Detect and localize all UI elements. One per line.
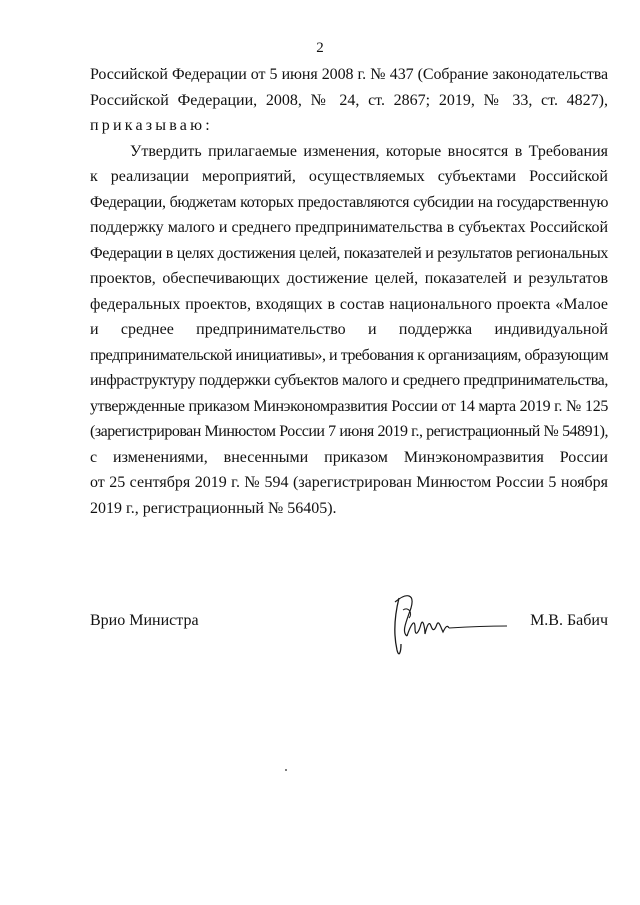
position-title: Врио Министра — [90, 612, 199, 629]
body-line: и среднее предпринимательство и поддержка индивидуальной — [90, 321, 608, 338]
body-line: Российской Федерации от 5 июня 2008 г. № 437 (Собрание законодательства — [90, 66, 608, 83]
body-line: приказываю: — [90, 117, 213, 134]
body-line: инфраструктуру поддержки субъектов малого и среднего предпринимательства, — [90, 372, 608, 389]
page-number: 2 — [316, 40, 324, 56]
body-line: федеральных проектов, входящих в состав национального проекта «Малое — [90, 295, 608, 313]
body-line: (зарегистрирован Минюстом России 7 июня 2019 г., регистрационный № 54891), — [90, 423, 608, 440]
signature-block — [90, 588, 608, 668]
body-line: предпринимательской инициативы», и требования к организациям, образующим — [90, 346, 609, 364]
signer-name: М.В. Бабич — [530, 612, 608, 629]
handwritten-signature — [385, 588, 515, 660]
body-line: проектов, обеспечивающих достижение целей, показателей и результатов — [90, 270, 608, 287]
body-line: утвержденные приказом Минэкономразвития России от 14 марта 2019 г. № 125 — [90, 397, 608, 415]
scan-speck — [285, 769, 287, 771]
body-line: с изменениями, внесенными приказом Минэкономразвития России — [90, 448, 608, 466]
body-line: от 25 сентября 2019 г. № 594 (зарегистрирован Минюстом России 5 ноября — [90, 474, 608, 491]
body-line: Утвердить прилагаемые изменения, которые вносятся в Требования — [130, 142, 608, 160]
body-line: поддержку малого и среднего предпринимательства в субъектах Российской — [90, 219, 608, 236]
body-line: Федерации, бюджетам которых предоставляются субсидии на государственную — [90, 193, 608, 211]
body-line: 2019 г., регистрационный № 56405). — [90, 499, 337, 517]
document-body — [90, 62, 608, 521]
body-line: Российской Федерации, 2008, № 24, ст. 2867; 2019, № 33, ст. 4827), — [90, 91, 608, 109]
body-line: к реализации мероприятий, осуществляемых субъектами Российской — [90, 168, 608, 185]
body-line: Федерации в целях достижения целей, показателей и результатов региональных — [90, 244, 608, 262]
